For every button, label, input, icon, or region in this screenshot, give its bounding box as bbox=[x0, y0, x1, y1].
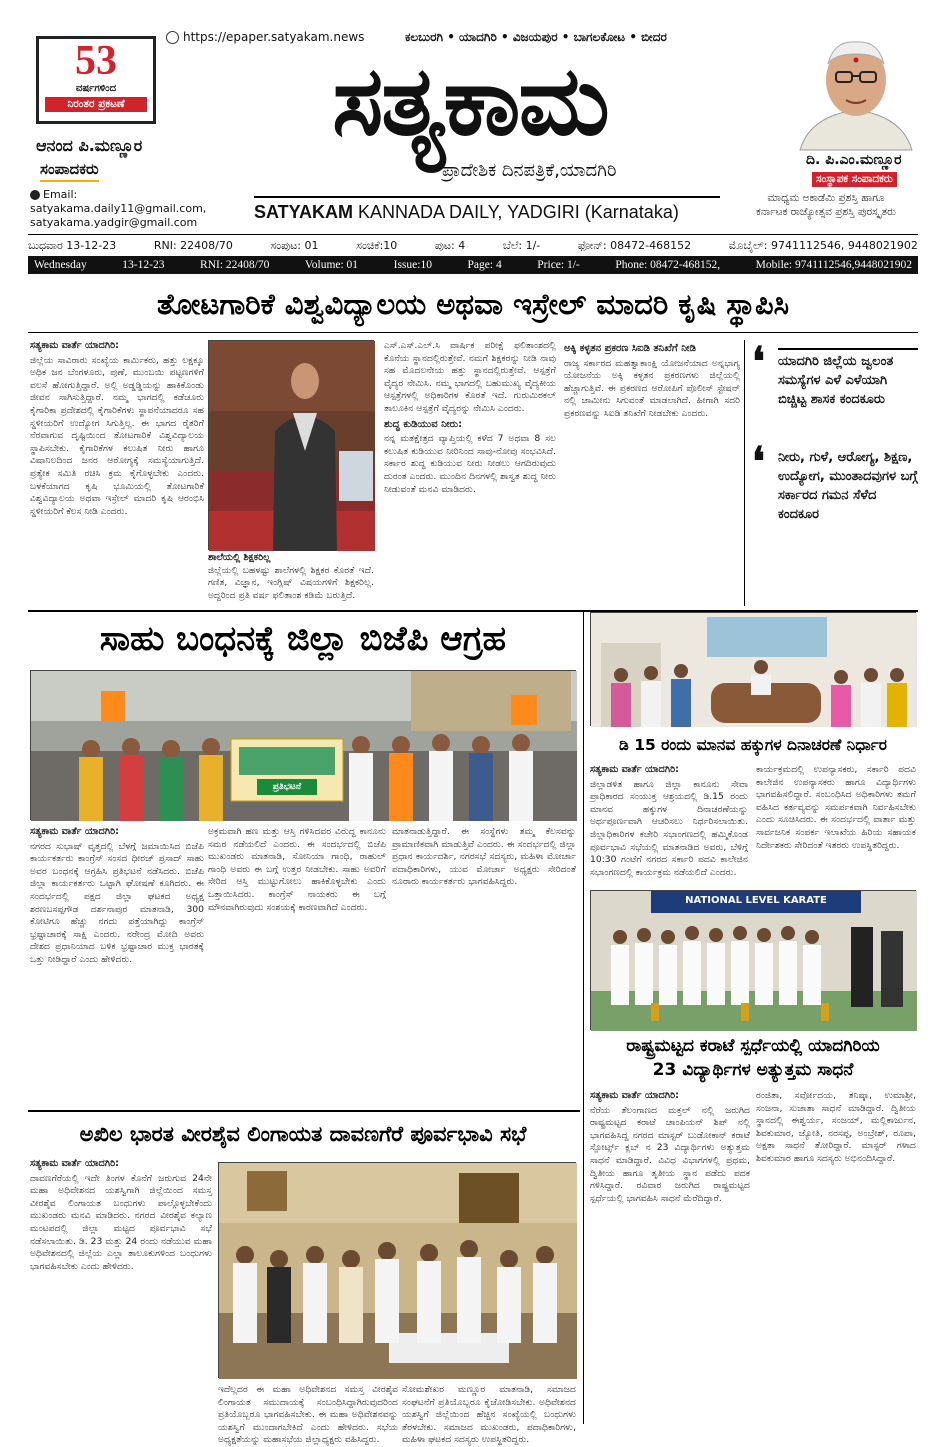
story4-col3: ಸೋಮಶೇಖರ ಮಣ್ಣೂರ ಮಾತನಾಡಿ, ಸಮಾಜದ ಸಂಘಟನೆಗೆ ಪ್ರತಿಯೊಬ್ಬರೂ ಕೈಜೋಡಿಸಬೇಕು. ಅಧಿವೇಶನದ ಯಶಸ್ವಿಗೆ ಜಿಲ್ಲೆಯಿಂದ ಹೆಚ್ಚಿನ ಸಂಖ್ಯೆಯಲ್ಲಿ ಬಂಧುಗಳು ತೆರಳಬೇಕು. ಸಮಾಜದ ಮುಖಂಡರು, ಪದಾಧಿಕಾರಿಗಳು, ಮಹಿಳಾ ಘಟಕದ ಸದಸ್ಯರು ಉಪಸ್ಥಿತರಿದ್ದರು. bbox=[402, 1384, 576, 1446]
quote-mark-icon: ❛ bbox=[752, 438, 765, 485]
story1-col4: ಅಕ್ಕಿ ಕಳ್ಳತನ ಪ್ರಕರಣ ಸಿಐಡಿ ತನಿಖೆಗೆ ನೀಡಿ ರಾಜ್ಯ ಸರ್ಕಾರದ ಮಹತ್ವಾಕಾಂಕ್ಷಿ ಯೋಜನೆಯಾದ ಅನ್ನಭಾಗ್ಯ ಯೋಜನೆಯ ಅಕ್ಕಿ ಕಳ್ಳತನ ಪ್ರಕರಣಗಳು ಜಿಲ್ಲೆಯಲ್ಲಿ ಹೆಚ್ಚಾಗುತ್ತಿವೆ. ಈ ಪ್ರಕರಣದ ಆರೋಪಿಗೆ ಪೊಲೀಸ್ ಸ್ಟೇಷನ್ ನಲ್ಲಿ ಜಾಮೀನು ಸಿಗುವಂತೆ ಮಾಡಲಾಗಿದೆ. ಹೀಗಾಗಿ ಸದರಿ ಪ್ರಕರಣವನ್ನು ಸಿಐಡಿ ತನಿಖೆಗೆ ನೀಡಬೇಕು ಎಂದರು. bbox=[564, 343, 740, 419]
newspaper-title: ಸತ್ಯಕಾಮ bbox=[332, 45, 608, 157]
story5-col1: ಸತ್ಯಕಾಮ ವಾರ್ತೆ ಯಾದಗಿರಿ: ನೆರೆಯ ತೆಲಂಗಾಣದ ಮಕ್ತಲ್ ನಲ್ಲಿ ಜರುಗಿದ ರಾಷ್ಟ್ರಮಟ್ಟದ ಕರಾಟೆ ಚಾಂಪಿಯನ್ ಶಿಪ್ ನಲ್ಲಿ ಭಾಗವಹಿಸಿದ್ದ ನಗರದ ಮಾಸ್ಟರ್ ಬುಡೋಕಾನ್ ಕರಾಟೆ ಸ್ಪೋರ್ಟ್ಸ್ ಕ್ಲಬ್ ನ 23 ವಿದ್ಯಾರ್ಥಿಗಳು ಅತ್ಯುತ್ತಮ ಸಾಧನೆ ಮಾಡಿದ್ದಾರೆ. ವಿವಿಧ ವಿಭಾಗಗಳಲ್ಲಿ ಪ್ರಥಮ, ದ್ವಿತೀಯ ಹಾಗೂ ತೃತೀಯ ಸ್ಥಾನ ಪಡೆದು ಪದಕ ಗಳಿಸಿದ್ದಾರೆ. ರವಿವಾರ ಜರುಗಿದ ರಾಷ್ಟ್ರಮಟ್ಟದ ಸ್ಪರ್ಧೆಯಲ್ಲಿ ಭಾಗವಹಿಸಿ ಸಾಧನೆ ಮೆರೆದಿದ್ದಾರೆ. bbox=[590, 1090, 750, 1204]
years-sub: ನಿರಂತರ ಪ್ರಕಟಣೆ bbox=[45, 97, 147, 112]
founder-portrait bbox=[790, 24, 922, 150]
years-text: ವರ್ಷಗಳಿಂದ bbox=[75, 83, 117, 94]
story3-headline: ಡಿ 15 ರಂದು ಮಾನವ ಹಕ್ಕುಗಳ ದಿನಾಚರಣೆ ನಿರ್ಧಾರ bbox=[619, 736, 887, 754]
founder-line1: ಮಾಧ್ಯಮ ಅಕಾಡೆಮಿ ಪ್ರಶಸ್ತಿ ಹಾಗೂ bbox=[767, 192, 885, 204]
story5-photo-banner: NATIONAL LEVEL KARATE bbox=[685, 895, 827, 906]
story1-headline: ತೋಟಗಾರಿಕೆ ವಿಶ್ವವಿದ್ಯಾಲಯ ಅಥವಾ ಇಸ್ರೇಲ್ ಮಾದರಿ ಕೃಷಿ ಸ್ಥಾಪಿಸಿ bbox=[157, 287, 789, 321]
email-2[interactable]: satyakama.yadgir@gmail.com bbox=[30, 216, 198, 229]
story4-headline: ಅಖಿಲ ಭಾರತ ವೀರಶೈವ ಲಿಂಗಾಯತ ದಾವಣಗೆರೆ ಪೂರ್ವಭಾವಿ ಸಭೆ bbox=[79, 1122, 527, 1146]
story1-quote2: ನೀರು, ಗುಳೆ, ಆರೋಗ್ಯ, ಶಿಕ್ಷಣ, ಉದ್ಯೋಗ, ಮುಂತಾದವುಗಳ ಬಗ್ಗೆ ಸರ್ಕಾರದ ಗಮನ ಸೆಳೆದ ಕಂದಕೂರ bbox=[778, 450, 918, 522]
quote-mark-icon: ❛ bbox=[752, 338, 765, 385]
story4-col2: ಇದೆಲ್ಲದರ ಈ ಮಹಾ ಅಧಿವೇಶನದ ಸಮಸ್ತ ವೀರಶೈವ ಲಿಂಗಾಯತ ಸಮುದಾಯಕ್ಕೆ ಸಂಬಂಧಿಸಿದ್ದಾಗಿರುವುದರಿಂದ ಪ್ರತಿಯೊಬ್ಬರೂ ಭಾಗವಹಿಸಬೇಕು. ಈ ಮಹಾ ಅಧಿವೇಶನವನ್ನು ಯಶಸ್ವಿಗೆ ಮುಂದಾಗಬೇಕಿದೆ ಎಂದು ಹೇಳಿದರು. ಸಭೆಯ ಅಧ್ಯಕ್ಷತೆಯನ್ನು ಮಹಾಸಭೆಯ ಜಿಲ್ಲಾಧ್ಯಕ್ಷರು ವಹಿಸಿದ್ದರು. bbox=[218, 1384, 398, 1446]
editor-role: ಸಂಪಾದಕರು bbox=[40, 160, 99, 182]
email-block: Email: satyakama.daily11@gmail.com, satyakama.yadgir@gmail.com bbox=[30, 188, 207, 229]
story1-col2: ಶಾಲೆಯಲ್ಲಿ ಶಿಕ್ಷಕರಿಲ್ಲ ಜಿಲ್ಲೆಯಲ್ಲಿ ಬಹಳಷ್ಟು ಶಾಲೆಗಳಲ್ಲಿ ಶಿಕ್ಷಕರ ಕೊರತೆ ಇದೆ. ಗಣಿತ, ವಿಜ್ಞಾನ, ಇಂಗ್ಲಿಷ್ ವಿಷಯಗಳಿಗೆ ಶಿಕ್ಷಕರಿಲ್ಲ. ಅದ್ದರಿಂದ ಪ್ರತಿ ವರ್ಷ ಫಲಿತಾಂಶ ಕಡಿಮೆ ಬರುತ್ತಿದೆ. bbox=[208, 552, 374, 601]
story1-col1: ಸತ್ಯಕಾಮ ವಾರ್ತೆ ಯಾದಗಿರಿ: ಜಿಲ್ಲೆಯ ಸಾವಿರಾರು ಸಂಖ್ಯೆಯ ಕಾರ್ಮಿಕರು, ಹತ್ತು ಲಕ್ಷಕ್ಕೂ ಅಧಿಕ ಜನ ಬೆಂಗಳೂರು, ಪುಣೆ, ಮುಂಬಯಿ ಪಟ್ಟಣಗಳಿಗೆ ವಲಸೆ ಹೋಗುತ್ತಿದ್ದಾರೆ. ಅಲ್ಲಿ ಅಡ್ಡಡ್ಡಿಯನ್ನು ಹಾಕಿಕೊಂಡು ಜೀವನ ಸಾಗಿಸುತ್ತಿದ್ದಾರೆ. ನಮ್ಮ ಭಾಗದಲ್ಲಿ ಕಡೆಚೂರು ಕೈಗಾರಿಕಾ ಪ್ರದೇಶದಲ್ಲಿ ಕೈಗಾರಿಕೆಗಳು ಸ್ಥಾಪನೆಯಾದರೂ ಸಹ ಸ್ಥಳೀಯರಿಗೆ ಉದ್ಯೋಗ ಸಿಗುತ್ತಿಲ್ಲ. ಈ ಭಾಗದ ರೈತರಿಗೆ ನೆರವಾಗುವ ದೃಷ್ಟಿಯಿಂದ ತೋಟಗಾರಿಕೆ ವಿಶ್ವವಿದ್ಯಾಲಯ ಸ್ಥಾಪಿಸಬೇಕು. ಕೈಗಾರಿಕೆಗಳ ಕಲುಷಿತ ನೀರು ಹಾಗೂ ವಿಷಾನಿಲದಿಂದ ಜನರ ಆರೋಗ್ಯಕ್ಕೆ ಸಮಸ್ಯೆಯಾಗುತ್ತಿದೆ. ಪ್ರತ್ಯೇಕ ಸಮಿತಿ ರಚಿಸಿ ಕ್ರಮ ಕೈಗೊಳ್ಳಬೇಕು ಎಂದರು. ಬಳಕೆಯಾಗದ ಕೃಷಿ ಭೂಮಿಯಲ್ಲಿ ತೋಟಗಾರಿಕೆ ವಿಶ್ವವಿದ್ಯಾಲಯ ಅಥವಾ ಇಸ್ರೇಲ್ ಮಾದರಿ ಕೃಷಿ ಆರಂಭಿಸಿ ಸ್ಥಳೀಯರಿಗೆ ಕೆಲಸ ನೀಡಿ ಎಂದರು. bbox=[30, 340, 204, 517]
story1-quote1: ಯಾದಗಿರಿ ಜಿಲ್ಲೆಯ ಜ್ವಲಂತ ಸಮಸ್ಯೆಗಳ ಎಳೆ ಎಳೆಯಾಗಿ ಬಿಚ್ಚಿಟ್ಟ ಶಾಸಕ ಕಂದಕೂರು bbox=[778, 348, 918, 409]
story5-photo bbox=[590, 890, 916, 1030]
website[interactable]: https://epaper.satyakam.news bbox=[166, 30, 364, 44]
email-1[interactable]: satyakama.daily11@gmail.com, bbox=[30, 202, 207, 215]
years-number: 53 bbox=[75, 38, 117, 84]
story2-col3: ಮಾತನಾಡುತ್ತಿದ್ದಾರೆ. ಈ ಸಂಸ್ಥೆಗಳು ತಮ್ಮ ಕೆಲಸವನ್ನು ಪ್ರಾಮಾಣಿಕವಾಗಿ ಮಾಡುತ್ತಿವೆ ಎಂದರು. ಈ ಸಂದರ್ಭದಲ್ಲಿ ಜಿಲ್ಲಾ ಪ್ರಧಾನ ಕಾರ್ಯದರ್ಶಿ, ನಗರಸಭೆ ಸದಸ್ಯರು, ಮಹಿಳಾ ಮೋರ್ಚಾ ಪದಾಧಿಕಾರಿಗಳು, ಯುವ ಮೋರ್ಚಾ ಅಧ್ಯಕ್ಷರು ಸೇರಿದಂತೆ ನೂರಾರು ಕಾರ್ಯಕರ್ತರು ಭಾಗವಹಿಸಿದ್ದರು. bbox=[392, 826, 576, 888]
story2-headline: ಸಾಹು ಬಂಧನಕ್ಕೆ ಜಿಲ್ಲಾ ಬಿಜೆಪಿ ಆಗ್ರಹ bbox=[99, 619, 507, 659]
story1-photo-caption: ಶಾಲೆಯಲ್ಲಿ ಶಿಕ್ಷಕರಿಲ್ಲ bbox=[208, 552, 271, 563]
dateline-kannada: ಬುಧವಾರ 13-12-23 RNI: 22408/70 ಸಂಪುಟ: 01 ಸಂಚಿಕೆ:10 ಪುಟ: 4 ಬೆಲೆ: 1/- ಫೋನ್: 08472-468152 ಮೊಬೈಲ್: 9741112546, 9448021902 bbox=[28, 234, 918, 256]
story3-col1: ಸತ್ಯಕಾಮ ವಾರ್ತೆ ಯಾದಗಿರಿ: ಜಿಲ್ಲಾಡಳಿತ ಹಾಗೂ ಜಿಲ್ಲಾ ಕಾನೂನು ಸೇವಾ ಪ್ರಾಧಿಕಾರದ ಸಂಯುಕ್ತ ಆಶ್ರಯದಲ್ಲಿ ಡಿ.15 ರಂದು ಮಾನವ ಹಕ್ಕುಗಳ ದಿನಾಚರಣೆಯನ್ನು ಅರ್ಥಪೂರ್ಣವಾಗಿ ಆಚರಿಸಲು ನಿರ್ಧರಿಸಲಾಯಿತು. ಜಿಲ್ಲಾಧಿಕಾರಿಗಳ ಕಚೇರಿ ಸಭಾಂಗಣದಲ್ಲಿ ಹಮ್ಮಿಕೊಂಡ ಪೂರ್ವಭಾವಿ ಸಭೆಯಲ್ಲಿ ಮಾತನಾಡಿದ ಅವರು, ಬೆಳಿಗ್ಗೆ 10:30 ಗಂಟೆಗೆ ನಗರದ ಸರ್ಕಾರಿ ಪದವಿ ಕಾಲೇಜಿನ ಸಭಾಂಗಣದಲ್ಲಿ ಕಾರ್ಯಕ್ರಮ ನಡೆಯಲಿದೆ ಎಂದರು. bbox=[590, 764, 748, 878]
story2-photo bbox=[30, 670, 576, 820]
story4-col1: ಸತ್ಯಕಾಮ ವಾರ್ತೆ ಯಾದಗಿರಿ: ದಾವಣಗೆರೆಯಲ್ಲಿ ಇದೇ ತಿಂಗಳ ಕೊನೆಗೆ ಜರುಗುವ 24ನೇ ಮಹಾ ಅಧಿವೇಶನದ ಯಶಸ್ವಿಗಾಗಿ ಜಿಲ್ಲೆಯಿಂದ ಸಮಸ್ತ ವೀರಶೈವ ಲಿಂಗಾಯತ ಬಂಧುಗಳು ಪಾಲ್ಗೊಳ್ಳಬೇಕೆಂದು ಮುಖಂಡರು ಮನವಿ ಮಾಡಿದರು. ನಗರದ ವೀರಶೈವ ಕಲ್ಯಾಣ ಮಂಟಪದಲ್ಲಿ ಜಿಲ್ಲಾ ಮಟ್ಟದ ಪೂರ್ವಭಾವಿ ಸಭೆ ನಡೆಸಲಾಯಿತು. ಡಿ. 23 ಮತ್ತು 24 ರಂದು ನಡೆಯುವ ಮಹಾ ಅಧಿವೇಶನದಲ್ಲಿ ಜಿಲ್ಲೆಯ ಎಲ್ಲಾ ತಾಲೂಕುಗಳಿಂದ ಬಂಧುಗಳು ಭಾಗವಹಿಸಬೇಕು ಎಂದು ಹೇಳಿದರು. bbox=[30, 1158, 212, 1272]
story1-photo bbox=[208, 340, 374, 550]
founder-role: ಸಂಸ್ಥಾಪಕ ಸಂಪಾದಕರು bbox=[812, 172, 897, 187]
story3-col2: ಕಾರ್ಯಕ್ರಮದಲ್ಲಿ ಉಪನ್ಯಾಸಕರು, ಸರ್ಕಾರಿ ಪದವಿ ಕಾಲೇಜಿನ ಉಪನ್ಯಾಸಕರು ಹಾಗೂ ವಿದ್ಯಾರ್ಥಿಗಳು ಭಾಗವಹಿಸಲಿದ್ದಾರೆ. ಸಂಬಂಧಿಸಿದ ಅಧಿಕಾರಿಗಳು ತಮಗೆ ವಹಿಸಿದ ಕರ್ತವ್ಯವನ್ನು ಸಮರ್ಪಕವಾಗಿ ನಿರ್ವಹಿಸಬೇಕು ಎಂದು ಸೂಚಿಸಿದರು. ಈ ಸಂದರ್ಭದಲ್ಲಿ ವಾರ್ತಾ ಮತ್ತು ಸಾರ್ವಜನಿಕ ಸಂಪರ್ಕ ಇಲಾಖೆಯ ಹಿರಿಯ ಸಹಾಯಕ ನಿರ್ದೇಶಕರು ಸೇರಿದಂತೆ ಇತರರು ಉಪಸ್ಥಿತರಿದ್ದರು. bbox=[756, 764, 916, 851]
story5-headline: ರಾಷ್ಟ್ರಮಟ್ಟದ ಕರಾಟೆ ಸ್ಪರ್ಧೆಯಲ್ಲಿ ಯಾದಗಿರಿಯ 23 ವಿದ್ಯಾರ್ಥಿಗಳ ಅತ್ಯುತ್ತಮ ಸಾಧನೆ bbox=[626, 1036, 880, 1080]
story2-col1: ಸತ್ಯಕಾಮ ವಾರ್ತೆ ಯಾದಗಿರಿ: ನಗರದ ಸುಭಾಷ್ ವೃತ್ತದಲ್ಲಿ ಬೆಳಗ್ಗೆ ಜಮಾಯಿಸಿದ ಬಿಜೆಪಿ ಕಾರ್ಯಕರ್ತರು ಕಾಂಗ್ರೆಸ್ ಸಂಸದ ಧೀರಜ್ ಪ್ರಸಾದ್ ಸಾಹು ಅವರ ಬಂಧನಕ್ಕೆ ಆಗ್ರಹಿಸಿ ಪ್ರತಿಭಟನೆ ನಡೆಸಿದರು. ಬಿಜೆಪಿ ಜಿಲ್ಲಾ ಕಾರ್ಯಕರ್ತರು ಒಟ್ಟಾಗಿ ಘೋಷಣೆ ಕೂಗಿದರು. ಈ ಸಂದರ್ಭದಲ್ಲಿ ಪಕ್ಷದ ಜಿಲ್ಲಾ ಘಟಕದ ಅಧ್ಯಕ್ಷ ಶರಣಬಸಪ್ಪಗೌಡ ದರ್ಶನಾಪುರ ಮಾತನಾಡಿ, 300 ಕೋಟಿಗೂ ಹೆಚ್ಚು ನಗದು ಪತ್ತೆಯಾಗಿದ್ದು ಕಾಂಗ್ರೆಸ್ ಭ್ರಷ್ಟಾಚಾರಕ್ಕೆ ಸಾಕ್ಷಿ ಎಂದರು. ನರೇಂದ್ರ ಮೋದಿ ಅವರು ದೇಶದ ಪ್ರಧಾನಿಯಾದ ಬಳಿಕ ಭ್ರಷ್ಟಾಚಾರ ಮುಕ್ತ ಭಾರತಕ್ಕೆ ಒತ್ತು ನೀಡಿದ್ದಾರೆ ಎಂದು ಹೇಳಿದರು. bbox=[30, 826, 204, 965]
story3-photo bbox=[590, 612, 916, 726]
email-icon bbox=[30, 190, 40, 200]
story1-col3: ಎಸ್.ಎಸ್.ಎಲ್.ಸಿ ವಾರ್ಷಿಕ ಪರೀಕ್ಷೆ ಫಲಿತಾಂಶದಲ್ಲಿ ಕೊನೆಯ ಸ್ಥಾನದಲ್ಲಿರುತ್ತೇವೆ. ನಮಗೆ ಶಿಕ್ಷಕರನ್ನು ನೀಡಿ ನಾವು ಸಹ ಮೊದಲನೇಯ ಹತ್ತು ಸ್ಥಾನದಲ್ಲಿರುತ್ತೇವೆ. ಆಸ್ಪತ್ರೆಗೆ ವೈದ್ಯರ ನೇಮಿಸಿ. ನಮ್ಮ ಭಾಗದಲ್ಲಿ ಬಹುಮುಖ್ಯ ವೈದ್ಯಕೀಯ ಆಸ್ಪತ್ರೆಗಳಲ್ಲಿ ಅಧಿಕಾರಿಗಳ ಕೊರತೆ ಇದೆ. ಗುರುಮಿಠಕಲ್ ತಾಲೂಕಿನ ಆಸ್ಪತ್ರೆಗೆ ವೈದ್ಯರನ್ನು ನೇಮಿಸಿ ಎಂದರು. ಶುದ್ಧ ಕುಡಿಯುವ ನೀರು: ನನ್ನ ಮತಕ್ಷೇತ್ರದ ವ್ಯಾಪ್ತಿಯಲ್ಲಿ ಕಳೆದ 7 ಅಥವಾ 8 ಸಲ ಕಲುಷಿತ ಕುಡಿಯುವ ನೀರಿನಿಂದ ಸಾವು-ನೋವು ಸಂಭವಿಸಿದೆ. ಸರ್ಕಾರ ಶುದ್ಧ ಕುಡಿಯುವ ನೀರು ನೀಡಲು ಆಗದಿರುವುದು ದುರಂತ ಎಂದರು. ಮುಂದಿನ ದಿನಗಳಲ್ಲಿ ಶಾಸ್ವತ ಶುದ್ಧ ನೀರು ನೀಡುವಂತೆ ಮನವಿ ಮಾಡಿದರು. bbox=[384, 340, 556, 495]
story2-col2: ಅಕ್ರಮವಾಗಿ ಹಣ ಮತ್ತು ಆಸ್ತಿ ಗಳಿಸಿದವರ ವಿರುದ್ಧ ಕಾನೂನು ಸಮರ ನಡೆಯಲಿದೆ ಎಂದರು. ಈ ಸಂದರ್ಭದಲ್ಲಿ ಬಿಜೆಪಿ ಮುಖಂಡರು ಮಾತನಾಡಿ, ಸೋನಿಯಾ ಗಾಂಧಿ, ರಾಹುಲ್ ಗಾಂಧಿ ಅವರು ಈ ಬಗ್ಗೆ ಉತ್ತರ ನೀಡಬೇಕು. ಸಾಹು ಅವರಿಗೆ ಸೇರಿದ ಆಸ್ತಿ ಮುಟ್ಟುಗೋಲು ಹಾಕಿಕೊಳ್ಳಬೇಕು ಎಂದು ಒತ್ತಾಯಿಸಿದರು. ಕಾಂಗ್ರೆಸ್ ನಾಯಕರು ಈ ಬಗ್ಗೆ ಮೌನವಾಗಿರುವುದು ಸಂಶಯಕ್ಕೆ ಕಾರಣವಾಗಿದೆ ಎಂದರು. bbox=[208, 826, 386, 913]
dateline-english: Wednesday 13-12-23 RNI: 22408/70 Volume: 01 Issue:10 Page: 4 Price: 1/- Phone: 08472-468152, Mobile: 9741112546,9448021902 bbox=[28, 256, 918, 274]
story5-col2: ರಂಜಿತಾ, ಸರ್ವೋದಯ, ತನಿಷ್ಕಾ, ಉಮಾಶ್ರೀ, ಸಂಜನಾ, ಸುಜಾತಾ ಸಾಧನೆ ಮಾಡಿದ್ದಾರೆ. ದ್ವಿತೀಯ ಸ್ಥಾನದಲ್ಲಿ ಈಶ್ವರ್ಯ, ಸಂಜಯ್, ಮಲ್ಲಿಕಾರ್ಜುನ, ಶಿವಕುಮಾರ, ಜ್ಯೋತಿ, ನರಸಪ್ಪ, ಅಂಬ್ರೇಶ್, ರೂಪಾ, ಅಕ್ಷತಾ ಸಾಧನೆ ತೋರಿದ್ದಾರೆ. ಮಾಸ್ಟರ್ ಗಳಾದ ಶಿವಕುಮಾರ ಹಾಗೂ ಸದಸ್ಯರು ಅಭಿನಂದಿಸಿದ್ದಾರೆ. bbox=[756, 1090, 916, 1164]
years-badge bbox=[36, 36, 156, 124]
story2-banner-text: ಪ್ರತಿಭಟನೆ bbox=[272, 782, 302, 792]
editor-name: ಆನಂದ ಪಿ.ಮಣ್ಣೂರ bbox=[36, 136, 143, 155]
tagline-kannada: ಪ್ರಾದೇಶಿಕ ದಿನಪತ್ರಿಕೆ,ಯಾದಗಿರಿ bbox=[442, 160, 617, 181]
founder-line2: ಕರ್ನಾಟಕ ರಾಜ್ಯೋತ್ಸವ ಪ್ರಶಸ್ತಿ ಪುರಸ್ಕೃತರು bbox=[756, 206, 896, 218]
story1-quote-box bbox=[750, 340, 918, 606]
globe-icon bbox=[166, 31, 179, 44]
tagline-english: SATYAKAM KANNADA DAILY, YADGIRI (Karnataka) bbox=[254, 202, 679, 222]
founder-name: ದಿ. ಪಿ.ಎಂ.ಮಣ್ಣೂರ bbox=[806, 152, 902, 168]
districts-line: ಕಲಬುರಗಿ • ಯಾದಗಿರಿ • ವಿಜಯಪುರ • ಬಾಗಲಕೋಟ • ಬೀದರ bbox=[405, 30, 667, 44]
story4-photo bbox=[218, 1162, 576, 1378]
